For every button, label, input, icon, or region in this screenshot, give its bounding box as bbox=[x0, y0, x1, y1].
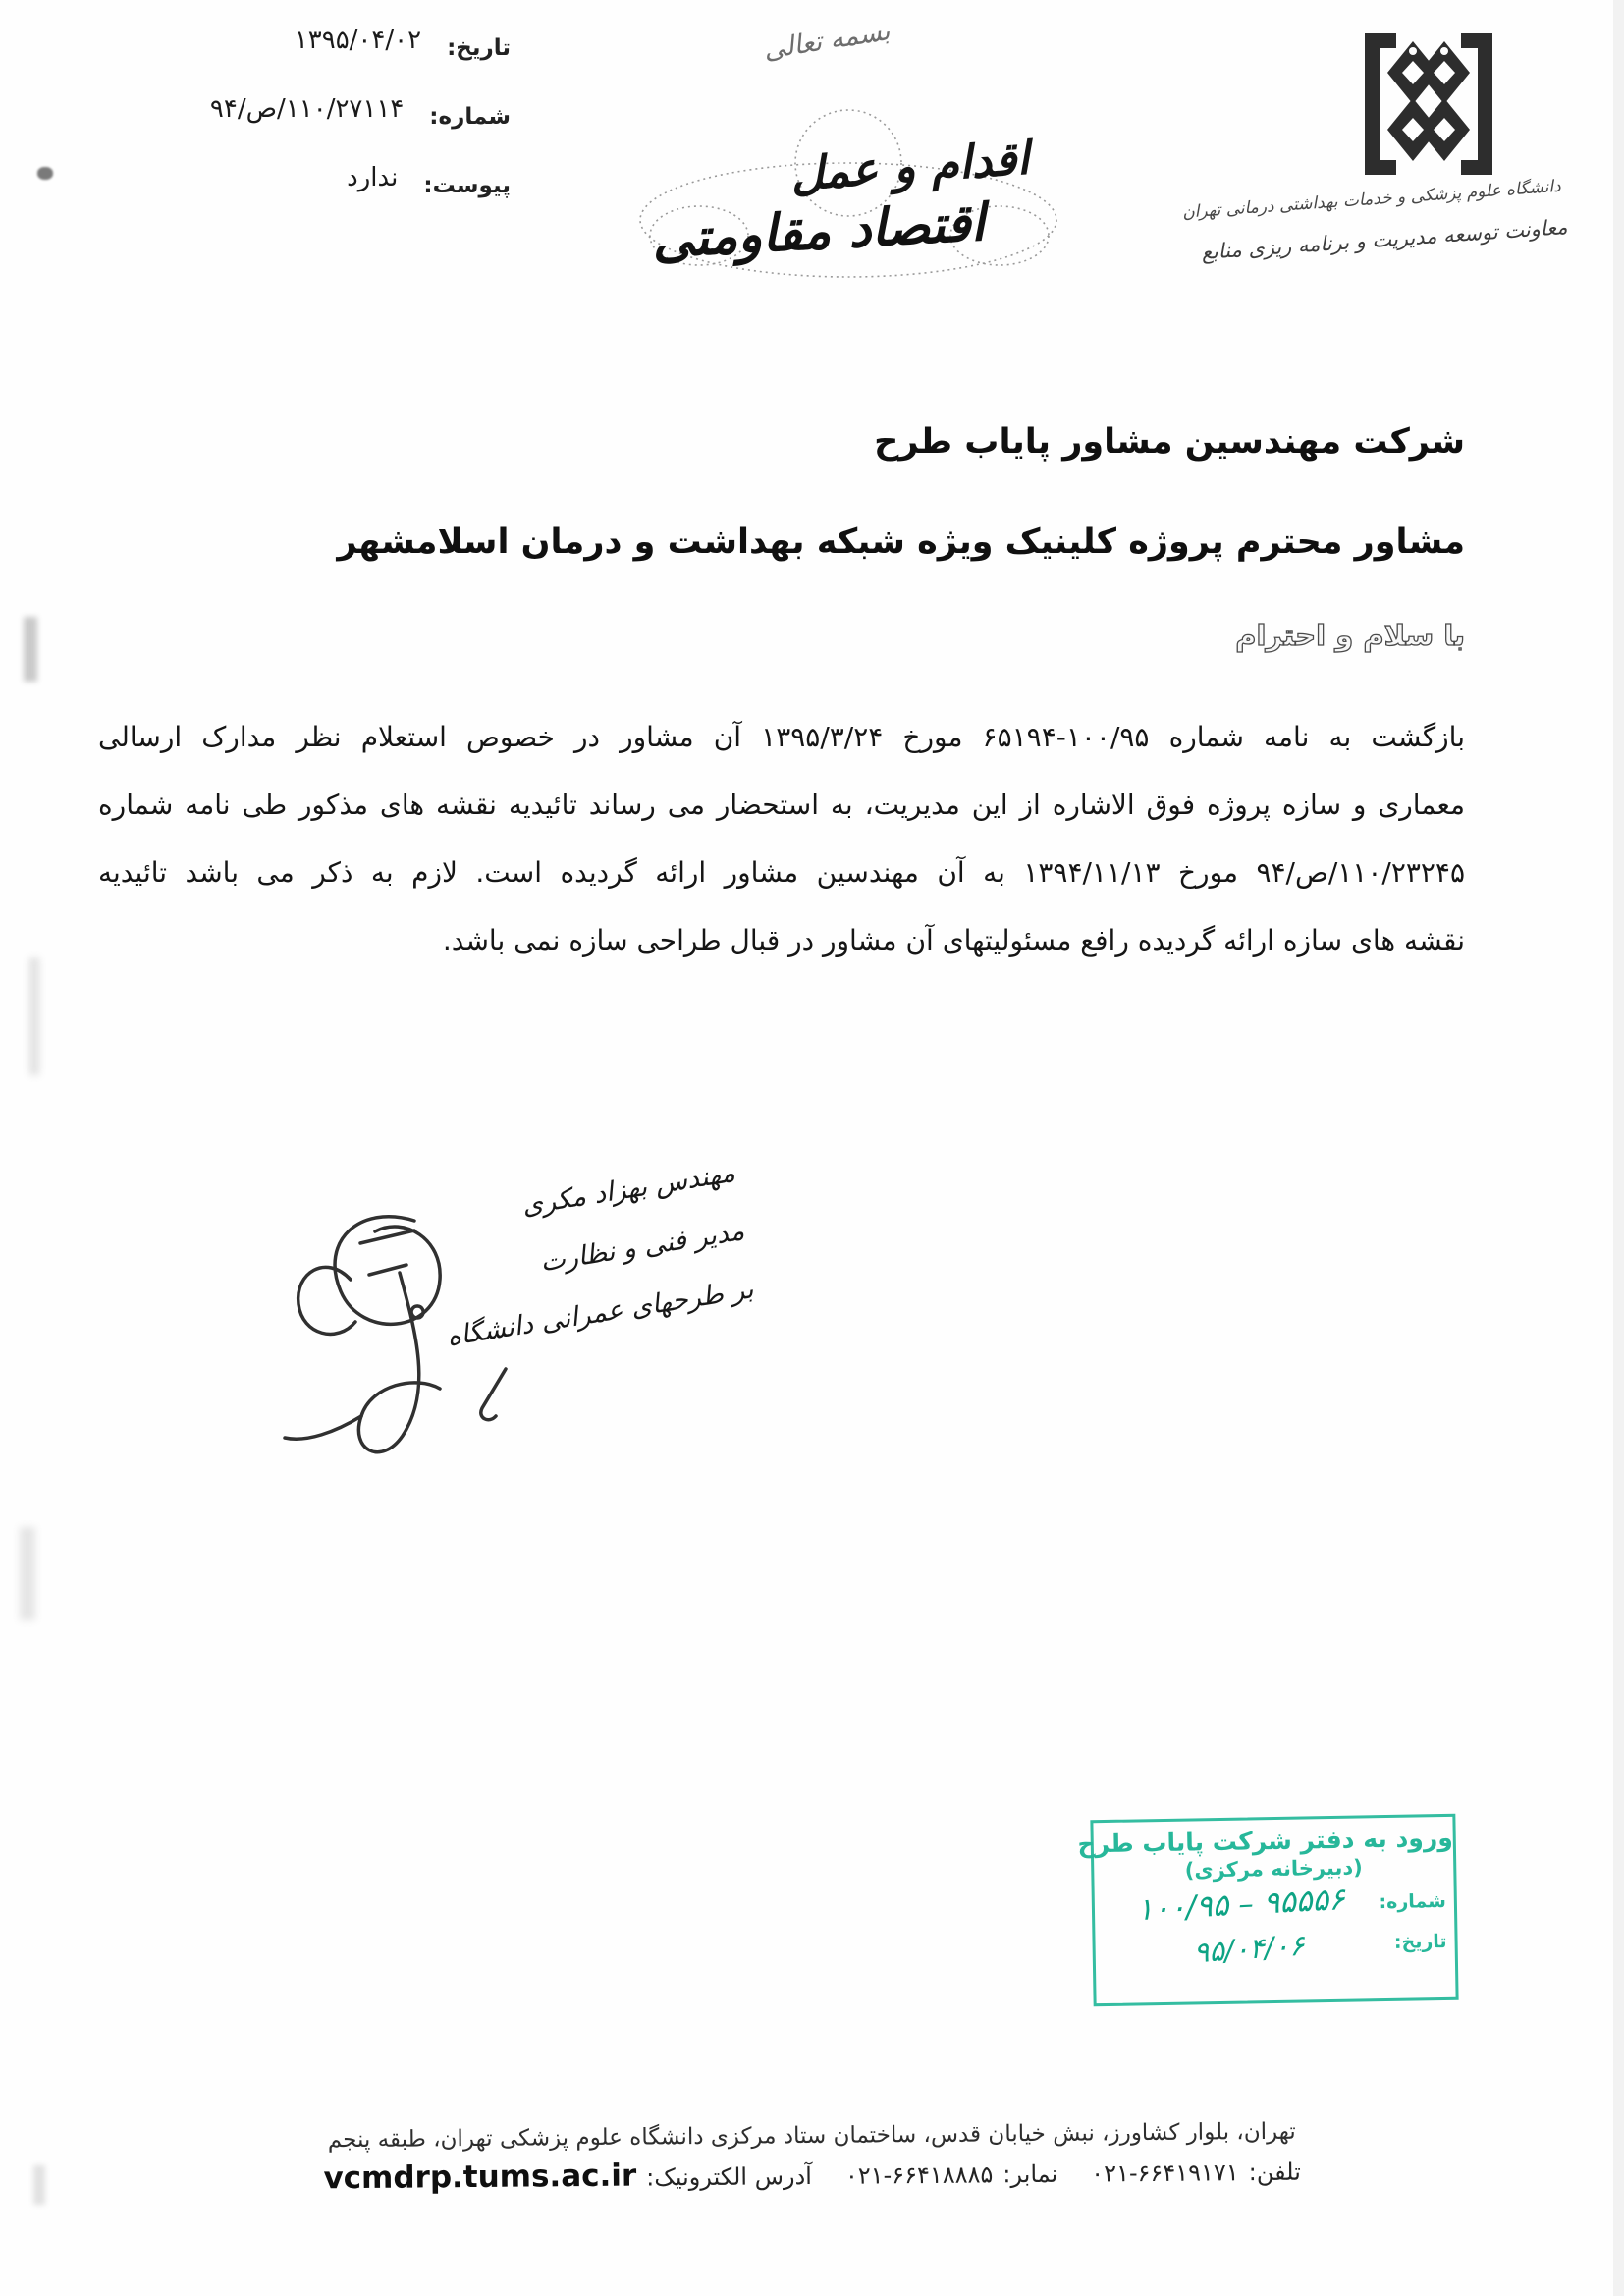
university-name: دانشگاه علوم پزشکی و خدمات بهداشتی درمانی تهران bbox=[1181, 176, 1562, 223]
stamp-title: ورود به دفتر شرکت پایاب طرح bbox=[1077, 1823, 1453, 1859]
body-line-3: ۱۱۰/۲۳۲۴۵/ص/۹۴ مورخ ۱۳۹۴/۱۱/۱۳ به آن مهندسین مشاور ارائه گردیده است. لازم به ذکر می باشد تائیدیه bbox=[98, 856, 1466, 889]
stamp-number-value: ۹۵۵۵۶ – ۱۰۰/۹۵ bbox=[1135, 1882, 1346, 1929]
scan-artifact bbox=[29, 957, 39, 1075]
signer-name: مهندس بهزاد مکری bbox=[519, 1157, 737, 1222]
recipient-company: شرکت مهندسین مشاور پایاب طرح bbox=[874, 422, 1465, 462]
number-label: شماره: bbox=[429, 104, 511, 130]
salutation-outlined-text: با سلام و احترام bbox=[1235, 619, 1465, 652]
tums-emblem-icon bbox=[1355, 26, 1502, 185]
slogan-text-action: اقدام و عمل bbox=[788, 131, 1031, 201]
footer-address: تهران، بلوار کشاورز، نبش خیابان قدس، ساختمان ستاد مرکزی دانشگاه علوم پزشکی تهران، طبقه پنجم bbox=[327, 2118, 1296, 2154]
besmele-calligraphy: بسمه تعالی bbox=[761, 16, 893, 66]
stamp-date-label: تاریخ: bbox=[1393, 1930, 1447, 1953]
letter-body bbox=[98, 703, 1465, 974]
stamp-number-row bbox=[1095, 1882, 1455, 1929]
footer-phone bbox=[1091, 2159, 1301, 2188]
fax-number: ۰۲۱-۶۶۴۱۸۸۸۵ bbox=[844, 2160, 994, 2190]
stamp-subtitle: (دبیرخانه مرکزی) bbox=[1184, 1855, 1363, 1883]
footer-fax bbox=[845, 2160, 1058, 2190]
phone-label: تلفن: bbox=[1248, 2158, 1301, 2187]
body-line-1: بازگشت به نامه شماره ۱۰۰/۹۵-۶۵۱۹۴ مورخ ۱۳۹۵/۳/۲۴ آن مشاور در خصوص استعلام نظر مدارک ارسالی bbox=[98, 721, 1465, 753]
body-line-2: معماری و سازه پروژه فوق الاشاره از این مدیریت، به استحضار می رساند تائیدیه نقشه های مذکور طی نامه شماره bbox=[98, 789, 1465, 821]
slogan-text-economy: اقتصاد مقاومتی bbox=[650, 193, 987, 270]
stamp-date-row bbox=[1095, 1925, 1455, 1970]
scan-artifact bbox=[37, 167, 53, 180]
number-value: ۱۱۰/۲۷۱۱۴/ص/۹۴ bbox=[209, 94, 405, 124]
recipient-role-line: مشاور محترم پروژه کلینیک ویژه شبکه بهداشت و درمان اسلامشهر bbox=[337, 522, 1465, 562]
deputy-name: معاونت توسعه مدیریت و برنامه ریزی منابع bbox=[1200, 214, 1569, 265]
recipient-block bbox=[337, 422, 1465, 652]
signer-title-line1: مدیر فنی و نظارت bbox=[538, 1216, 747, 1279]
footer-website bbox=[323, 2157, 812, 2196]
date-row bbox=[137, 26, 511, 65]
letterhead-fields bbox=[137, 26, 511, 242]
signature-text-block bbox=[381, 1144, 758, 1374]
scan-artifact bbox=[1613, 0, 1624, 2296]
stamp-date-value: ۹۵/۰۴/۰۶ bbox=[1192, 1928, 1306, 1970]
body-line-4: نقشه های سازه ارائه گردیده رافع مسئولیتهای آن مشاور در قبال طراحی سازه نمی باشد. bbox=[442, 924, 1465, 957]
year-slogan-stamp bbox=[634, 106, 1062, 283]
footer-contact-line bbox=[0, 2150, 1624, 2199]
received-stamp bbox=[1077, 1814, 1458, 2006]
attachment-row bbox=[137, 163, 511, 202]
signer-title-line2: بر طرحهای عمرانی دانشگاه bbox=[444, 1274, 756, 1353]
footer bbox=[0, 2116, 1624, 2199]
attachment-value: ندارد bbox=[347, 163, 399, 192]
date-value: ۱۳۹۵/۰۴/۰۲ bbox=[294, 26, 422, 55]
stamp-number-label: شماره: bbox=[1379, 1889, 1447, 1914]
scan-artifact bbox=[24, 617, 37, 682]
scan-artifact bbox=[20, 1527, 35, 1620]
phone-number: ۰۲۱-۶۶۴۱۹۱۷۱ bbox=[1091, 2159, 1239, 2188]
attachment-label: پیوست: bbox=[423, 173, 511, 198]
website-url: vcmdrp.tums.ac.ir bbox=[323, 2158, 637, 2197]
fax-label: نمابر: bbox=[1002, 2159, 1058, 2189]
number-row bbox=[137, 94, 511, 134]
website-label: آدرس الکترونیک: bbox=[646, 2162, 813, 2192]
date-label: تاریخ: bbox=[447, 35, 511, 61]
